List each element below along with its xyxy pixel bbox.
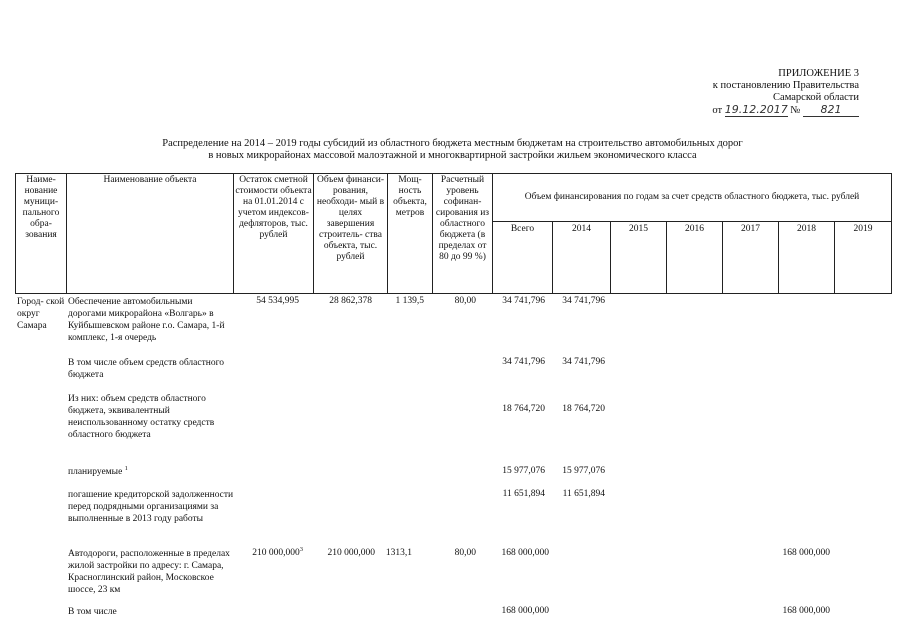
object-1-total: 34 741,796 <box>502 296 545 306</box>
object-2-cofinancing: 80,00 <box>454 548 476 558</box>
annex-from: от <box>712 105 723 116</box>
header-year-2017: 2017 <box>723 222 779 294</box>
object-1-capacity: 1 139,5 <box>395 296 424 306</box>
header-year-2016: 2016 <box>667 222 723 294</box>
municipality-name: Город- ской округ Самара <box>17 297 65 331</box>
header-cofinancing: Расчетный уровень софинан- сирования из областного бюджета (в пределах от 80 до 99 %) <box>433 174 493 294</box>
object-1-2014: 34 741,796 <box>562 296 605 306</box>
annex-date-line <box>712 104 859 117</box>
object-2-financing: 210 000,000 <box>327 548 375 558</box>
annex-number: 821 <box>803 104 859 117</box>
object-1-financing: 28 862,378 <box>329 296 372 306</box>
header-year-2018: 2018 <box>779 222 835 294</box>
object-2-inc-2018: 168 000,000 <box>782 606 830 616</box>
of-them-2014: 18 764,720 <box>562 404 605 414</box>
object-1-inc-total: 34 741,796 <box>502 357 545 367</box>
header-municipality: Наиме- нование муници- пального обра- зования <box>16 174 67 294</box>
object-2-capacity: 1313,1 <box>385 548 412 558</box>
title-line-1: Распределение на 2014 – 2019 годы субсидий из областного бюджета местным бюджетам на строительство автомобильных дорог <box>162 138 743 149</box>
title-line-2: в новых микрорайонах массовой малоэтажной и многоквартирной застройки жильем экономического класса <box>208 150 697 161</box>
object-2-balance-footnote: 3 <box>299 545 303 553</box>
repay-2014: 11 651,894 <box>562 489 605 499</box>
annex-resolution: к постановлению Правительства <box>712 80 859 91</box>
repay-label: погашение кредиторской задолженности перед подрядными организациями за выполненные в 2013 году работы <box>68 490 234 524</box>
object-2-inc-label: В том числе <box>68 607 117 617</box>
object-2-total: 168 000,000 <box>501 548 549 558</box>
annex-region: Самарской области <box>773 92 859 103</box>
repay-total: 11 651,894 <box>502 489 545 499</box>
of-them-label: Из них: объем средств областного бюджета, эквивалентный неиспользованному остатку средств областного бюджета <box>68 394 215 440</box>
planned-row <box>68 466 228 478</box>
object-2-2018: 168 000,000 <box>782 548 830 558</box>
planned-label: планируемые <box>68 467 123 477</box>
object-1-balance: 54 534,995 <box>256 296 299 306</box>
object-2-name: Автодороги, расположенные в пределах жилой застройки по адресу: г. Самара, Красноглинский район, Московское шоссе, 23 км <box>68 549 230 595</box>
annex-number-sign: № <box>790 105 801 116</box>
header-object: Наименование объекта <box>67 174 234 294</box>
header-balance: Остаток сметной стоимости объекта на 01.01.2014 с учетом индексов- дефляторов, тыс. рублей <box>234 174 314 294</box>
object-1-name: Обеспечение автомобильными дорогами микрорайона «Волгарь» в Куйбышевском районе г.о. Самара, 1-й комплекс, 1-я очередь <box>68 297 225 343</box>
budget-table-header <box>15 173 892 294</box>
object-1-inc-2014: 34 741,796 <box>562 357 605 367</box>
of-them-total: 18 764,720 <box>502 404 545 414</box>
object-2-balance-cell <box>233 545 303 560</box>
object-2-balance: 210 000,000 <box>252 548 300 558</box>
object-1-inc-label: В том числе объем средств областного бюджета <box>68 358 225 380</box>
header-year-total: Всего <box>493 222 553 294</box>
object-2-inc-total: 168 000,000 <box>501 606 549 616</box>
annex-title: ПРИЛОЖЕНИЕ 3 <box>778 68 859 79</box>
header-funding-by-year: Объем финансирования по годам за счет средств областного бюджета, тыс. рублей <box>493 174 892 222</box>
header-year-2015: 2015 <box>611 222 667 294</box>
header-year-2019: 2019 <box>835 222 892 294</box>
annex-date: 19.12.2017 <box>724 103 788 116</box>
header-year-2014: 2014 <box>553 222 611 294</box>
object-1-cofinancing: 80,00 <box>454 296 476 306</box>
planned-total: 15 977,076 <box>502 466 545 476</box>
planned-2014: 15 977,076 <box>562 466 605 476</box>
header-capacity: Мощ- ность объекта, метров <box>388 174 433 294</box>
annex-header <box>712 68 859 117</box>
header-financing: Объем финанси- рования, необходи- мый в целях завершения строитель- ства объекта, тыс. рублей <box>314 174 388 294</box>
document-title <box>0 138 905 162</box>
planned-footnote: 1 <box>124 464 128 472</box>
